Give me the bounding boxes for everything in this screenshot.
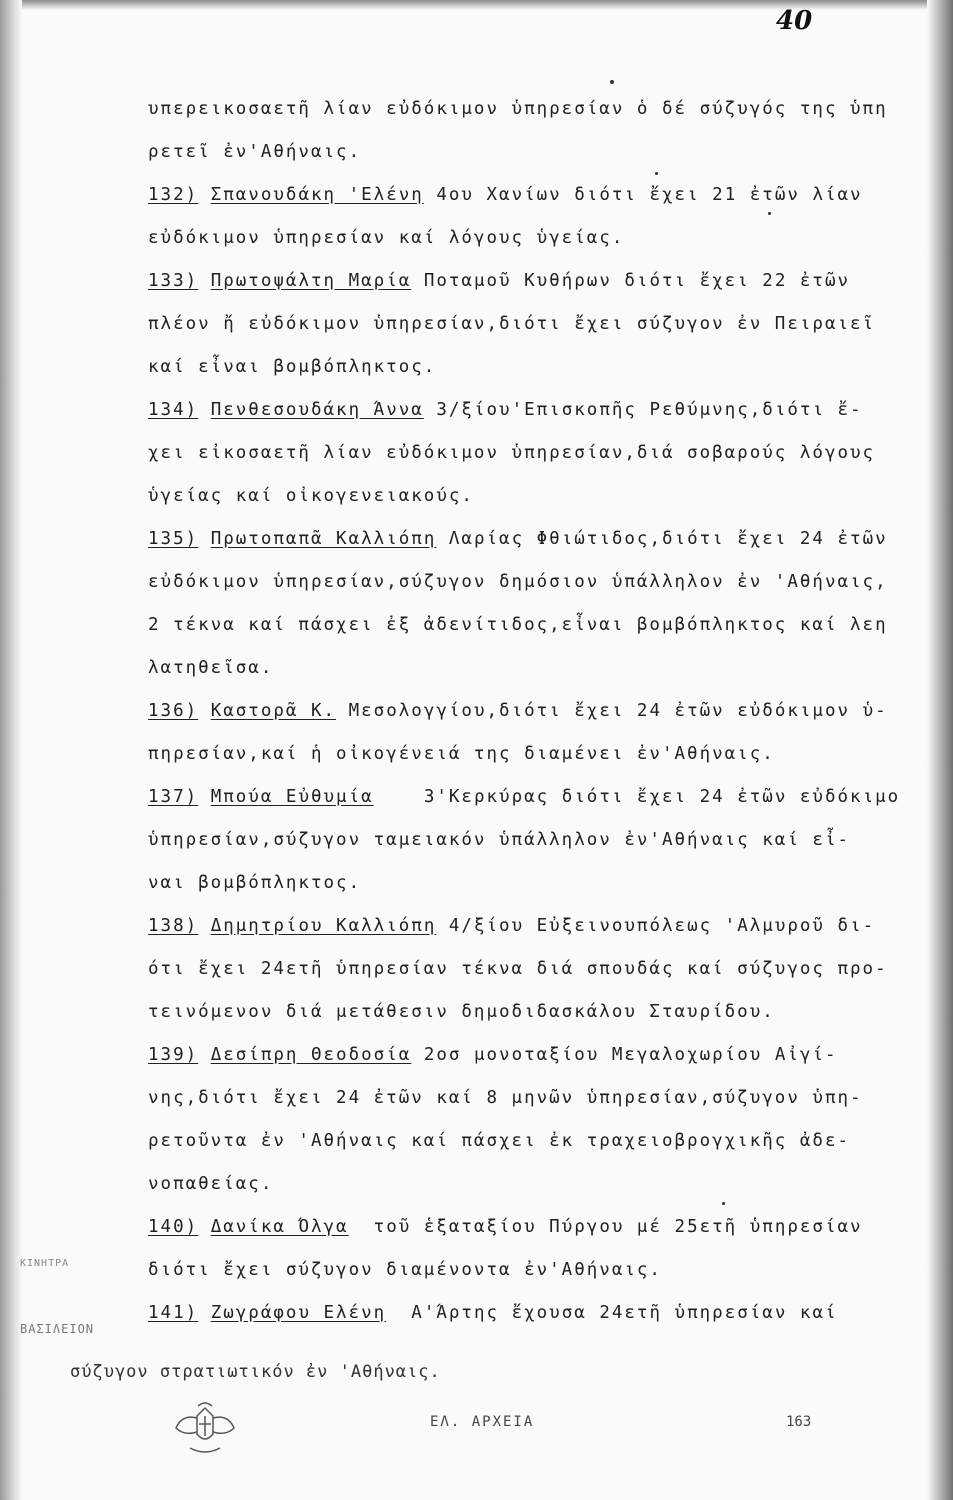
entry-number: 133) <box>148 271 199 291</box>
line-text: χει εἰκοσαετῆ λίαν εὐδόκιμον ὑπηρεσίαν,διά σοβαρούς λόγους <box>148 443 876 463</box>
body-line <box>148 1163 918 1206</box>
body-line <box>148 561 918 604</box>
teacher-name: Πενθεσουδάκη Άννα <box>210 400 424 420</box>
body-line <box>148 217 918 260</box>
scan-speck <box>655 172 658 175</box>
typed-body <box>148 88 918 1335</box>
teacher-name: Πρωτοψάλτη Μαρία <box>210 271 412 291</box>
entry-number: 136) <box>148 701 199 721</box>
body-line <box>148 475 918 518</box>
body-line <box>148 948 918 991</box>
teacher-name: Ζωγράφου Ελένη <box>210 1303 387 1323</box>
line-text: ρετοῦντα ἐν 'Αθήναις καί πάσχει ἐκ τραχειοβρογχικῆς ἀδε- <box>148 1131 851 1151</box>
entry-first-line <box>148 1292 918 1335</box>
body-line <box>148 1077 918 1120</box>
body-line <box>148 733 918 776</box>
body-line <box>148 432 918 475</box>
teacher-name: Σπανουδάκη 'Ελένη <box>210 185 424 205</box>
body-line <box>148 991 918 1034</box>
line-text: τεινόμενον διά μετάθεσιν δημοδιδασκάλου Σταυρίδου. <box>148 1002 775 1022</box>
line-text: 3'Κερκύρας διότι ἔχει 24 ἐτῶν εὐδόκιμο <box>373 787 901 807</box>
line-text: εὐδόκιμον ὑπηρεσίαν,σύζυγον δημόσιον ὑπάλληλον ἐν 'Αθήναις, <box>148 572 888 592</box>
line-text: ὑγείας καί οἰκογενειακούς. <box>148 486 474 506</box>
line-text: τοῦ ἑξαταξίου Πύργου μέ 25ετῆ ὑπηρεσίαν <box>348 1217 863 1237</box>
teacher-name: Δημητρίου Καλλιόπη <box>210 916 437 936</box>
teacher-name: Πρωτοπαπᾶ Καλλιόπη <box>210 529 437 549</box>
line-text: Α'Άρτης ἔχουσα 24ετῆ ὑπηρεσίαν καί <box>386 1303 838 1323</box>
entry-number: 138) <box>148 916 199 936</box>
teacher-name: Μπούα Εὐθυμία <box>210 787 374 807</box>
teacher-name: Καστορᾶ Κ. <box>210 701 337 721</box>
teacher-name: Δανίκα Όλγα <box>210 1217 349 1237</box>
scan-left-edge <box>0 0 22 1500</box>
entry-first-line <box>148 776 918 819</box>
scan-binding-edge <box>927 0 953 1500</box>
entry-first-line <box>148 260 918 303</box>
scan-speck <box>610 80 614 84</box>
entry-number: 137) <box>148 787 199 807</box>
line-text: εὐδόκιμον ὑπηρεσίαν καί λόγους ὑγείας. <box>148 228 625 248</box>
entry-number: 140) <box>148 1217 199 1237</box>
body-line <box>148 862 918 905</box>
line-text: πηρεσίαν,καί ἡ οἰκογένειά της διαμένει ἐν'Αθήναις. <box>148 744 775 764</box>
line-text: 4/ξίου Εὐξεινουπόλεως 'Αλμυροῦ δι- <box>436 916 876 936</box>
line-text: ρετεῖ ἐν'Αθήναις. <box>148 142 362 162</box>
body-line <box>148 131 918 174</box>
entry-first-line <box>148 1034 918 1077</box>
line-text: νοπαθείας. <box>148 1174 274 1194</box>
last-typed-line: σύζυγον στρατιωτικόν ἐν 'Αθήναις. <box>70 1362 441 1382</box>
coat-of-arms-emblem <box>170 1400 240 1460</box>
body-line <box>148 1120 918 1163</box>
scan-speck <box>722 1202 725 1205</box>
line-text: ότι ἔχει 24ετῆ ὑπηρεσίαν τέκνα διά σπουδάς καί σύζυγος προ- <box>148 959 888 979</box>
entry-first-line <box>148 690 918 733</box>
line-text: υπερεικοσαετῆ λίαν εὐδόκιμον ὑπηρεσίαν ὁ δέ σύζυγός της ὑπη <box>148 99 888 119</box>
entry-number: 141) <box>148 1303 199 1323</box>
line-text: ὑπηρεσίαν,σύζυγον ταμειακόν ὑπάλληλον ἐν'Αθήναις καί εἶ- <box>148 830 851 850</box>
body-line <box>148 604 918 647</box>
line-text: καί εἶναι βομβόπληκτος. <box>148 357 437 377</box>
faded-stamp-text-left: ΒΑΣΙΛΕΙΟΝ <box>20 1322 95 1336</box>
entry-number: 139) <box>148 1045 199 1065</box>
line-text: διότι ἔχει σύζυγον διαμένοντα ἐν'Αθήναις. <box>148 1260 662 1280</box>
line-text: 3/ξίου'Επισκοπῆς Ρεθύμνης,διότι ἔ- <box>423 400 863 420</box>
line-text: Ποταμοῦ Κυθήρων διότι ἔχει 22 ἐτῶν <box>411 271 851 291</box>
body-line <box>148 1249 918 1292</box>
line-text: 2οσ μονοταξίου Μεγαλοχωρίου Αἰγί- <box>411 1045 838 1065</box>
entry-first-line <box>148 518 918 561</box>
line-text: νης,διότι ἔχει 24 ἐτῶν καί 8 μηνῶν ὑπηρεσίαν,σύζυγον ὑπη- <box>148 1088 863 1108</box>
body-line <box>148 88 918 131</box>
entry-first-line <box>148 1206 918 1249</box>
body-line <box>148 647 918 690</box>
entry-number: 134) <box>148 400 199 420</box>
entry-first-line <box>148 174 918 217</box>
line-text: Λαρίας Φθιώτιδος,διότι ἔχει 24 ἐτῶν <box>436 529 888 549</box>
body-line <box>148 346 918 389</box>
handwritten-page-number: 40 <box>776 6 813 36</box>
line-text: Μεσολογγίου,διότι ἔχει 24 ἐτῶν εὐδόκιμον ὑ- <box>336 701 888 721</box>
archive-folio-number: 163 <box>786 1414 812 1430</box>
archive-footer-label: ΕΛ. ΑΡΧΕΙΑ <box>430 1414 535 1430</box>
line-text: 2 τέκνα καί πάσχει ἐξ ἀδενίτιδος,εἶναι βομβόπληκτος καί λεη <box>148 615 888 635</box>
line-text: ναι βομβόπληκτος. <box>148 873 362 893</box>
body-line <box>148 819 918 862</box>
body-line <box>148 303 918 346</box>
line-text: λατηθεῖσα. <box>148 658 274 678</box>
line-text: 4ου Χανίων διότι ἔχει 21 ἐτῶν λίαν <box>423 185 863 205</box>
entry-number: 132) <box>148 185 199 205</box>
entry-number: 135) <box>148 529 199 549</box>
entry-first-line <box>148 905 918 948</box>
teacher-name: Δεσίπρη Θεοδοσία <box>210 1045 412 1065</box>
scan-speck <box>768 212 771 215</box>
entry-first-line <box>148 389 918 432</box>
line-text: πλέον ἤ εὐδόκιμον ὑπηρεσίαν,διότι ἔχει σύζυγον ἐν Πειραιεῖ <box>148 314 876 334</box>
faded-stamp-text: ΚΙΝΗΤΡΑ <box>20 1258 70 1269</box>
